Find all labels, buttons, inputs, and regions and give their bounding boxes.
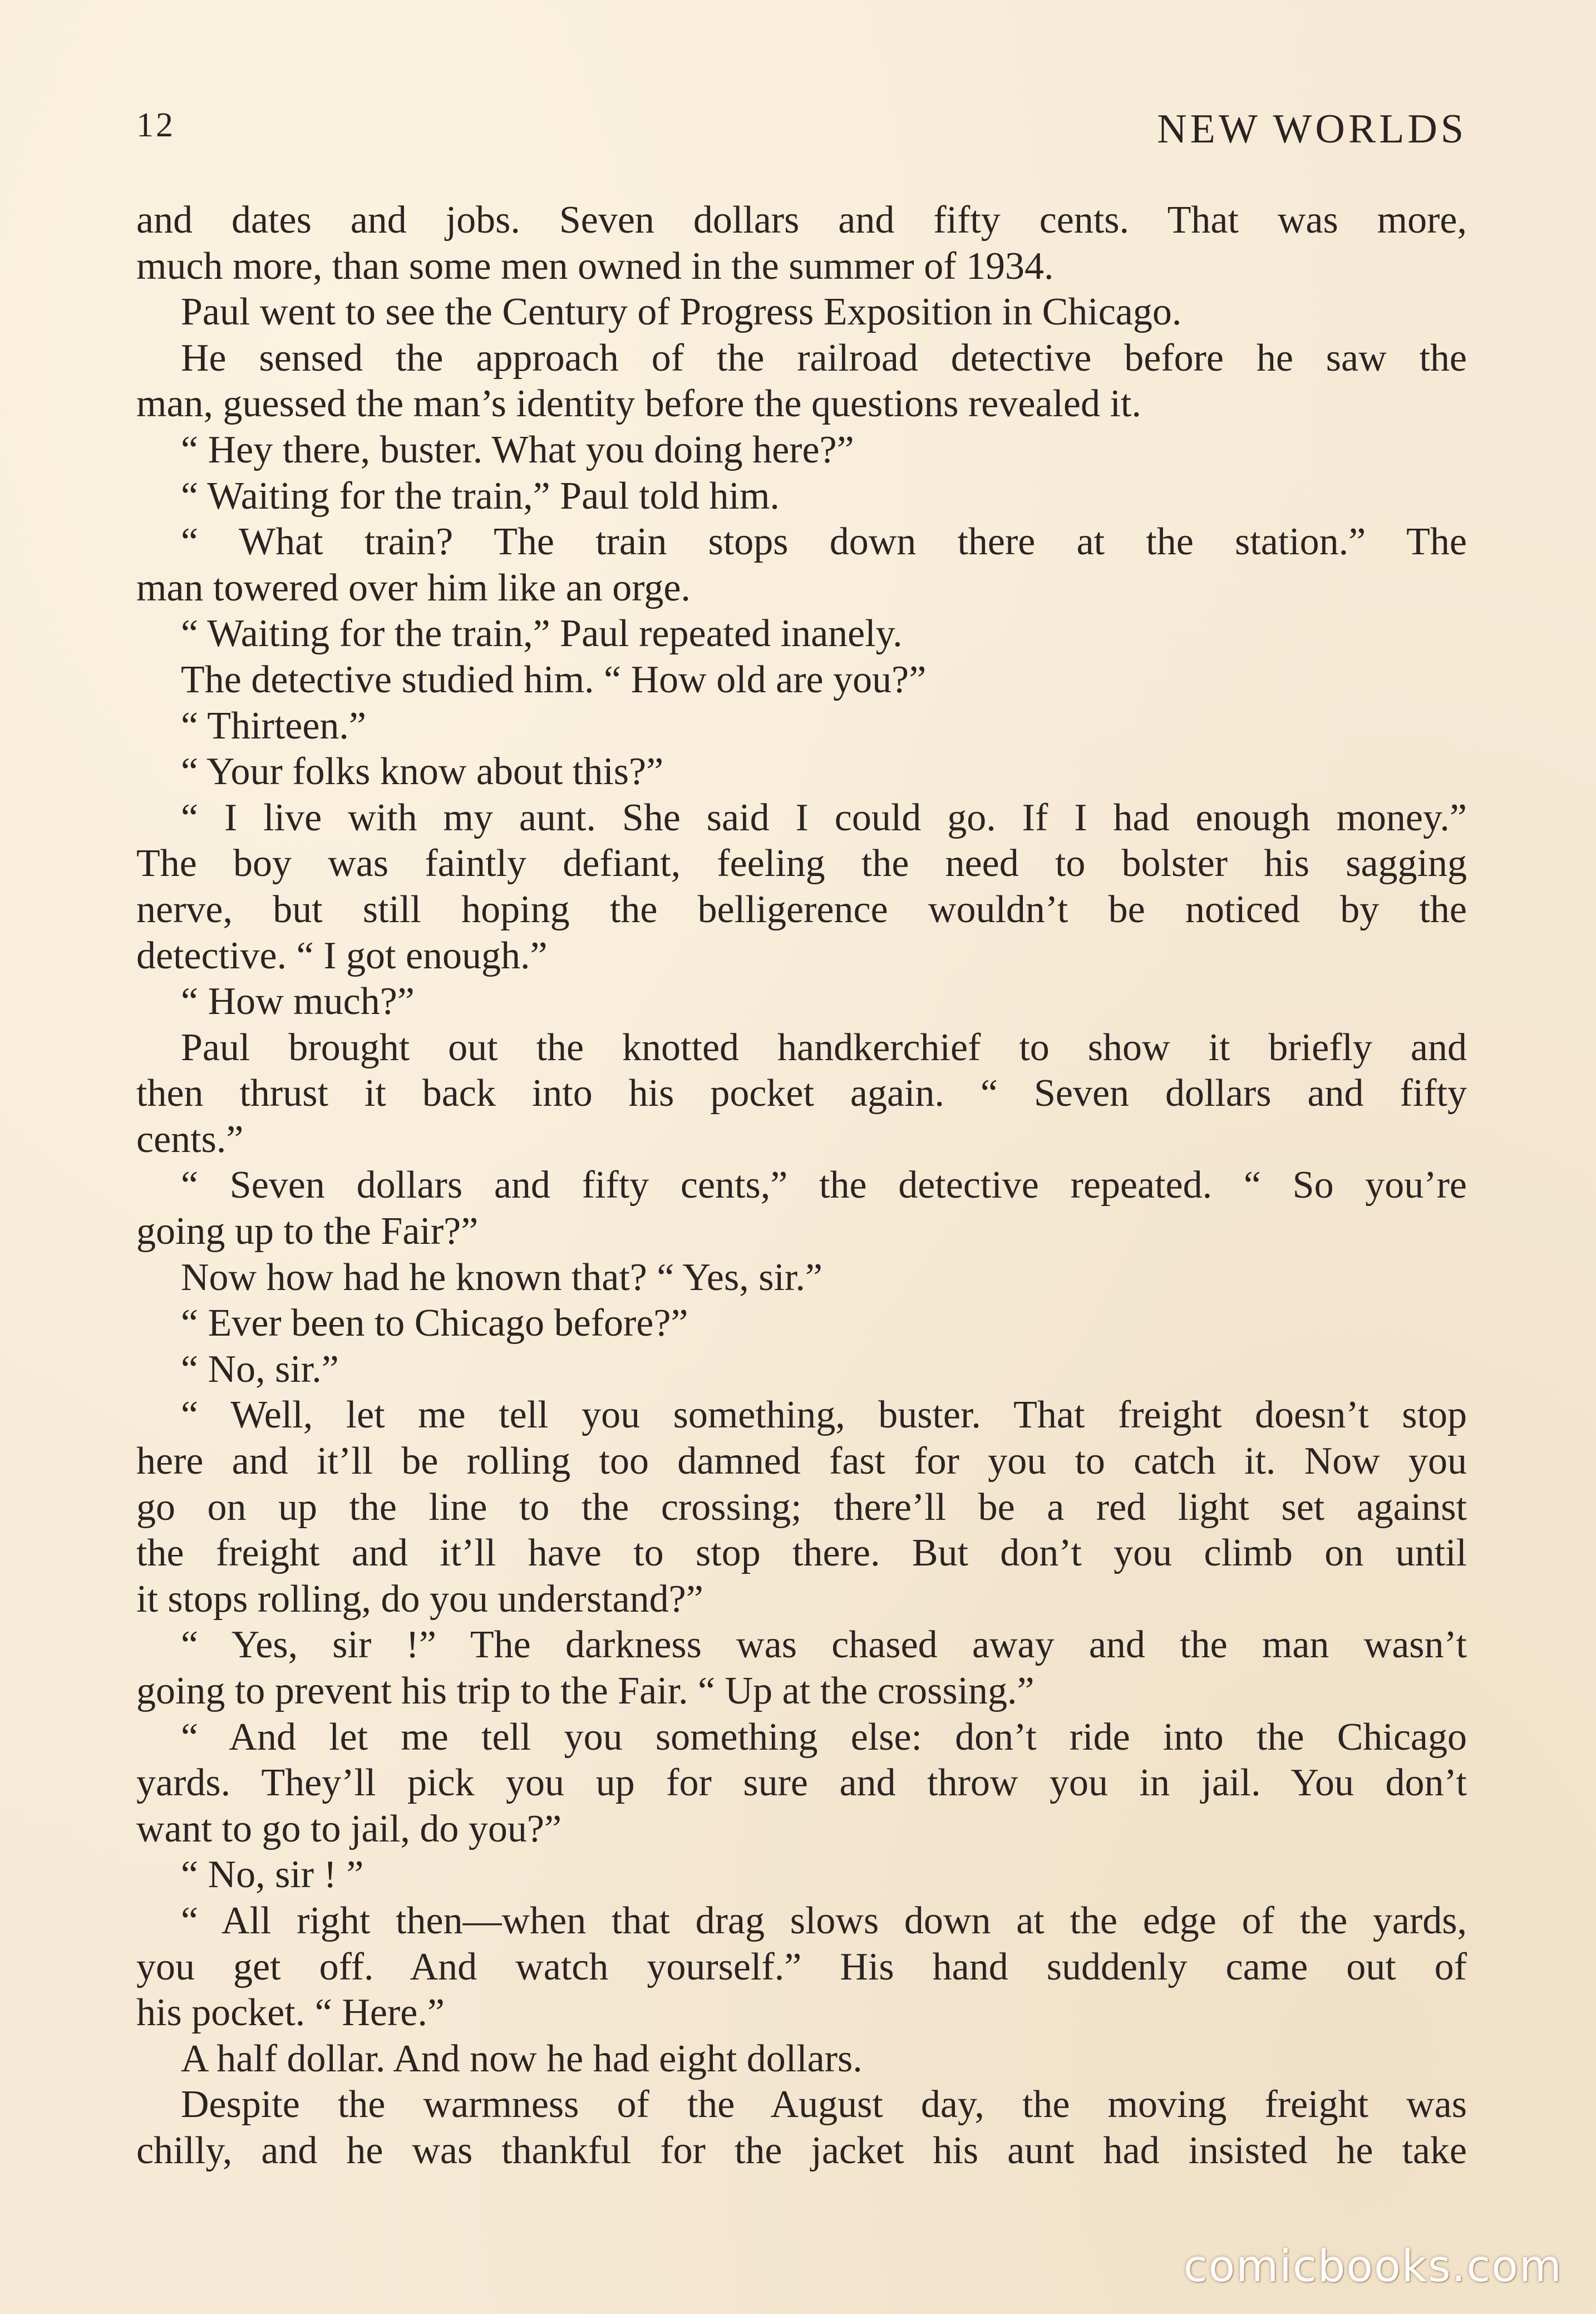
text-line: “ I live with my aunt. She said I could go. If I had enough money.” bbox=[181, 796, 1467, 839]
text-line: going to prevent his trip to the Fair. “ Up at the crossing.” bbox=[136, 1670, 1035, 1712]
text-line: man towered over him like an orge. bbox=[136, 566, 691, 609]
text-line: The detective studied him. “ How old are you?” bbox=[181, 658, 927, 701]
text-line: “ Ever been to Chicago before?” bbox=[181, 1302, 688, 1345]
text-line: and dates and jobs. Seven dollars and fifty cents. That was more, bbox=[136, 199, 1467, 242]
text-line: then thrust it back into his pocket again. “ Seven dollars and fifty bbox=[136, 1072, 1467, 1115]
text-line: “ Well, let me tell you something, buster. That freight doesn’t stop bbox=[181, 1394, 1467, 1437]
text-line: “ Waiting for the train,” Paul repeated inanely. bbox=[181, 612, 903, 656]
text-line: man, guessed the man’s identity before the questions revealed it. bbox=[136, 382, 1141, 426]
text-line: here and it’ll be rolling too damned fast for you to catch it. Now you bbox=[136, 1440, 1467, 1483]
text-line: “ Thirteen.” bbox=[181, 704, 366, 747]
text-line: He sensed the approach of the railroad detective before he saw the bbox=[181, 336, 1467, 380]
text-line: Paul went to see the Century of Progress Exposition in Chicago. bbox=[181, 291, 1182, 334]
text-line: you get off. And watch yourself.” His hand suddenly came out of bbox=[136, 1945, 1467, 1988]
text-line: “ How much?” bbox=[181, 980, 415, 1023]
text-line: “ No, sir.” bbox=[181, 1347, 339, 1391]
text-line: “ Seven dollars and fifty cents,” the detective repeated. “ So you’re bbox=[181, 1164, 1467, 1207]
text-line: “ All right then—when that drag slows down at the edge of the yards, bbox=[181, 1899, 1467, 1942]
text-line: A half dollar. And now he had eight dollars. bbox=[181, 2037, 863, 2080]
body-text bbox=[136, 198, 1467, 2174]
text-line: “ Your folks know about this?” bbox=[181, 750, 664, 794]
text-line: “ Yes, sir !” The darkness was chased away and the man wasn’t bbox=[181, 1623, 1467, 1667]
text-line: detective. “ I got enough.” bbox=[136, 934, 548, 977]
text-line: go on up the line to the crossing; there’ll be a red light set against bbox=[136, 1485, 1467, 1529]
text-line: the freight and it’ll have to stop there. But don’t you climb on until bbox=[136, 1532, 1467, 1575]
text-line: The boy was faintly defiant, feeling the need to bolster his sagging bbox=[136, 842, 1467, 885]
text-line: his pocket. “ Here.” bbox=[136, 1991, 445, 2035]
text-line: yards. They’ll pick you up for sure and throw you in jail. You don’t bbox=[136, 1761, 1467, 1805]
watermark-logo: comicbooks.com bbox=[1183, 2242, 1563, 2292]
text-line: “ No, sir ! ” bbox=[181, 1853, 364, 1897]
text-line: “ Hey there, buster. What you doing here?” bbox=[181, 428, 854, 471]
text-line: cents.” bbox=[136, 1117, 244, 1161]
page-number: 12 bbox=[136, 106, 175, 144]
page-header bbox=[136, 106, 1467, 161]
running-head: NEW WORLDS bbox=[1157, 106, 1467, 152]
text-line: nerve, but still hoping the belligerence wouldn’t be noticed by the bbox=[136, 888, 1467, 931]
text-line: Despite the warmness of the August day, the moving freight was bbox=[181, 2083, 1467, 2126]
text-line: want to go to jail, do you?” bbox=[136, 1807, 562, 1850]
text-line: “ And let me tell you something else: don’t ride into the Chicago bbox=[181, 1715, 1467, 1759]
text-line: Paul brought out the knotted handkerchief to show it briefly and bbox=[181, 1026, 1467, 1069]
text-line: much more, than some men owned in the summer of 1934. bbox=[136, 244, 1054, 288]
text-line: Now how had he known that? “ Yes, sir.” bbox=[181, 1256, 822, 1299]
text-line: chilly, and he was thankful for the jacket his aunt had insisted he take bbox=[136, 2129, 1467, 2172]
text-line: going up to the Fair?” bbox=[136, 1210, 479, 1253]
text-line: “ What train? The train stops down there at the station.” The bbox=[181, 520, 1467, 564]
text-line: it stops rolling, do you understand?” bbox=[136, 1577, 703, 1621]
text-line: “ Waiting for the train,” Paul told him. bbox=[181, 474, 780, 518]
